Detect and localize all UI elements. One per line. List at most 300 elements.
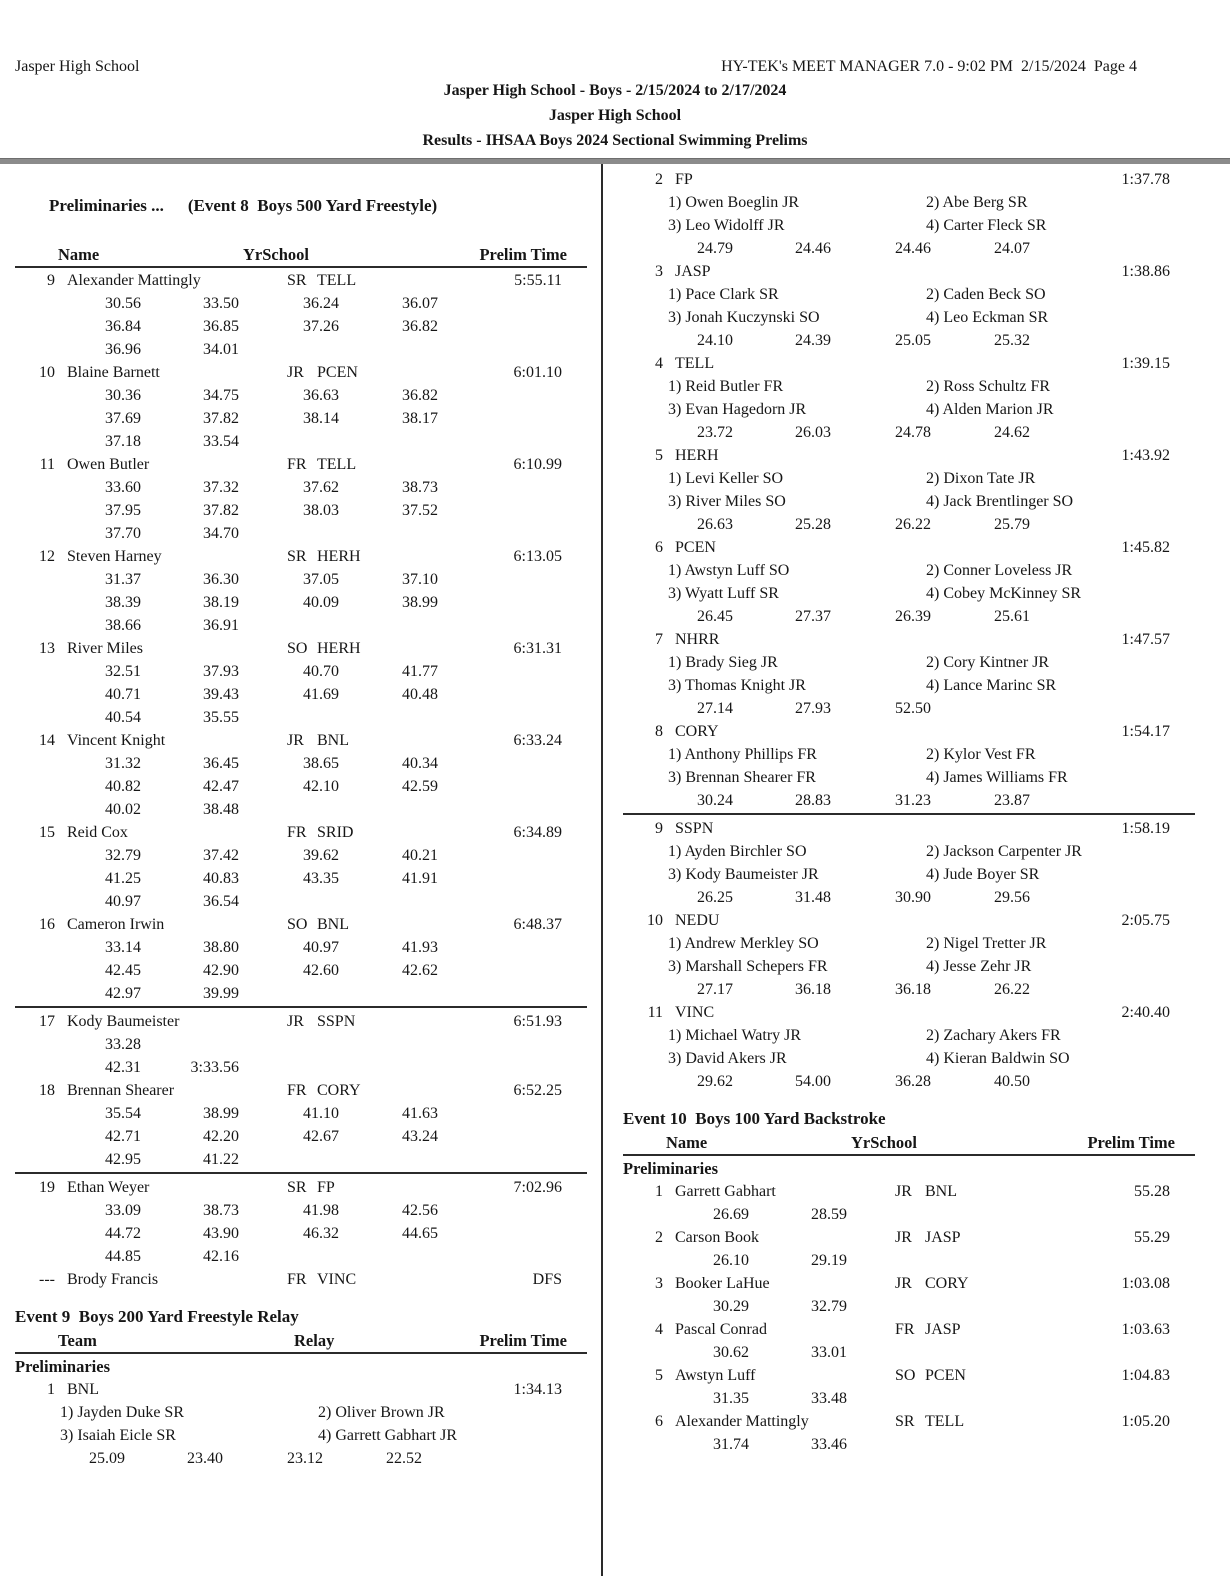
split-time: 37.82 — [203, 502, 239, 519]
result-row — [623, 1226, 1195, 1249]
team-code: PCEN — [675, 539, 716, 556]
splits-row — [15, 499, 587, 522]
rank: 17 — [39, 1013, 55, 1030]
splits-row — [15, 959, 587, 982]
split-time: 40.97 — [105, 893, 141, 910]
splits-row — [15, 292, 587, 315]
result-row — [623, 1364, 1195, 1387]
relay-swimmer: 1) Awstyn Luff SO — [668, 562, 790, 579]
splits-row — [15, 1245, 587, 1268]
split-time: 37.05 — [303, 571, 339, 588]
split-time: 43.24 — [402, 1128, 438, 1145]
split-time: 36.82 — [402, 387, 438, 404]
split-time: 33.14 — [105, 939, 141, 956]
split-time: 38.03 — [303, 502, 339, 519]
split-time: 44.85 — [105, 1248, 141, 1265]
prelim-time: 1:43.92 — [1121, 447, 1170, 464]
school-code: TELL — [925, 1413, 965, 1430]
relay-swimmer: 4) Kieran Baldwin SO — [926, 1050, 1070, 1067]
split-time: 37.93 — [203, 663, 239, 680]
relay-swimmer: 2) Conner Loveless JR — [926, 562, 1073, 579]
split-time: 26.69 — [713, 1206, 749, 1223]
split-time: 36.96 — [105, 341, 141, 358]
year: SO — [287, 640, 308, 657]
swimmer-name: Alexander Mattingly — [675, 1413, 809, 1430]
split-time: 30.90 — [895, 889, 931, 906]
rank: 13 — [39, 640, 55, 657]
split-time: 37.10 — [402, 571, 438, 588]
relay-swimmer: 2) Dixon Tate JR — [926, 470, 1036, 487]
school-code: JASP — [925, 1321, 961, 1338]
split-time: 24.46 — [895, 240, 931, 257]
team-code: VINC — [675, 1004, 715, 1021]
year: FR — [287, 1082, 307, 1099]
split-time: 40.02 — [105, 801, 141, 818]
prelim-time: 1:04.83 — [1121, 1367, 1170, 1384]
swimmer-name: Garrett Gabhart — [675, 1183, 776, 1200]
relay-swimmer: 2) Jackson Carpenter JR — [926, 843, 1082, 860]
prelim-time: 1:05.20 — [1121, 1413, 1170, 1430]
rank: 15 — [39, 824, 55, 841]
relay-swimmers-row — [623, 214, 1195, 237]
prelim-time: 55.29 — [1134, 1229, 1170, 1246]
year: SR — [287, 1179, 307, 1196]
split-time: 29.62 — [697, 1073, 733, 1090]
year: FR — [287, 824, 307, 841]
split-time: 41.10 — [303, 1105, 339, 1122]
splits-row — [15, 890, 587, 913]
relay-swimmers-row — [623, 191, 1195, 214]
split-time: 26.22 — [994, 981, 1030, 998]
split-time: 36.18 — [795, 981, 831, 998]
event9-results-left — [15, 1378, 587, 1470]
prelim-time: 55.28 — [1134, 1183, 1170, 1200]
splits-row — [623, 1295, 1195, 1318]
splits-row — [15, 338, 587, 361]
split-time: 33.01 — [811, 1344, 847, 1361]
relay-swimmer: 1) Reid Butler FR — [668, 378, 784, 395]
split-time: 44.72 — [105, 1225, 141, 1242]
year: SR — [895, 1413, 915, 1430]
relay-swimmer: 1) Pace Clark SR — [668, 286, 779, 303]
splits-row — [15, 476, 587, 499]
split-time: 38.65 — [303, 755, 339, 772]
relay-swimmers-row — [623, 559, 1195, 582]
splits-row — [15, 1056, 587, 1079]
event9-title: Event 9 Boys 200 Yard Freestyle Relay — [15, 1307, 299, 1326]
split-time: 25.61 — [994, 608, 1030, 625]
rank: 3 — [655, 1275, 663, 1292]
prelim-time: 6:10.99 — [513, 456, 562, 473]
relay-swimmer: 4) Alden Marion JR — [926, 401, 1054, 418]
split-time: 25.28 — [795, 516, 831, 533]
relay-swimmers-row — [623, 1047, 1195, 1070]
rank: 5 — [655, 1367, 663, 1384]
school-code: TELL — [317, 456, 357, 473]
split-time: 30.24 — [697, 792, 733, 809]
split-time: 42.60 — [303, 962, 339, 979]
school-code: BNL — [317, 732, 349, 749]
split-time: 43.35 — [303, 870, 339, 887]
event8-section-header — [15, 168, 587, 243]
relay-swimmer: 1) Brady Sieg JR — [668, 654, 778, 671]
splits-row — [15, 1447, 587, 1470]
team-code: TELL — [675, 355, 715, 372]
split-time: 36.45 — [203, 755, 239, 772]
relay-team-row — [623, 536, 1195, 559]
splits-row — [15, 568, 587, 591]
split-time: 33.50 — [203, 295, 239, 312]
split-time: 37.70 — [105, 525, 141, 542]
split-time: 37.69 — [105, 410, 141, 427]
year: JR — [287, 364, 304, 381]
split-time: 27.14 — [697, 700, 733, 717]
relay-swimmer: 3) Wyatt Luff SR — [668, 585, 779, 602]
rank: 11 — [647, 1004, 663, 1021]
year: FR — [287, 456, 307, 473]
relay-swimmers-row — [15, 1424, 587, 1447]
splits-row — [15, 982, 587, 1005]
split-time: 40.48 — [402, 686, 438, 703]
split-time: 33.09 — [105, 1202, 141, 1219]
result-row — [15, 637, 587, 660]
prelim-time: 2:05.75 — [1121, 912, 1170, 929]
school-code: SRID — [317, 824, 354, 841]
split-time: 42.47 — [203, 778, 239, 795]
split-time: 23.87 — [994, 792, 1030, 809]
splits-row — [15, 660, 587, 683]
prelim-time: 1:37.78 — [1121, 171, 1170, 188]
split-time: 32.79 — [105, 847, 141, 864]
rank: 1 — [47, 1381, 55, 1398]
split-time: 27.93 — [795, 700, 831, 717]
split-time: 38.48 — [203, 801, 239, 818]
split-time: 42.71 — [105, 1128, 141, 1145]
split-time: 31.35 — [713, 1390, 749, 1407]
results-title: Results - IHSAA Boys 2024 Sectional Swimming Prelims — [422, 132, 808, 149]
split-time: 37.62 — [303, 479, 339, 496]
split-time: 41.93 — [402, 939, 438, 956]
splits-row — [623, 886, 1195, 909]
split-time: 23.40 — [187, 1450, 223, 1467]
swimmer-name: Brennan Shearer — [67, 1082, 175, 1099]
relay-team-row — [623, 628, 1195, 651]
relay-swimmer: 3) Thomas Knight JR — [668, 677, 806, 694]
relay-swimmer: 4) Jack Brentlinger SO — [926, 493, 1074, 510]
prelim-time: 1:58.19 — [1121, 820, 1170, 837]
split-time: 41.63 — [402, 1105, 438, 1122]
relay-swimmer: 1) Michael Watry JR — [668, 1027, 802, 1044]
result-row — [15, 1079, 587, 1102]
split-time: 37.26 — [303, 318, 339, 335]
split-time: 26.63 — [697, 516, 733, 533]
split-time: 38.80 — [203, 939, 239, 956]
rank: 4 — [655, 1321, 663, 1338]
event10-results — [623, 1180, 1195, 1456]
event9-results-right — [623, 168, 1195, 1093]
relay-swimmers-row — [15, 1401, 587, 1424]
event9-table-header — [15, 1329, 587, 1354]
relay-swimmers-row — [623, 467, 1195, 490]
swimmer-name: Carson Book — [675, 1229, 759, 1246]
split-time: 38.66 — [105, 617, 141, 634]
school-code: TELL — [317, 272, 357, 289]
prelim-time: 1:03.63 — [1121, 1321, 1170, 1338]
relay-team-row — [623, 1001, 1195, 1024]
split-time: 42.56 — [402, 1202, 438, 1219]
split-time: 32.79 — [811, 1298, 847, 1315]
split-time: 38.39 — [105, 594, 141, 611]
split-time: 38.73 — [203, 1202, 239, 1219]
splits-row — [15, 706, 587, 729]
relay-swimmer: 3) Isaiah Eicle SR — [60, 1427, 176, 1444]
split-time: 41.91 — [402, 870, 438, 887]
splits-row — [15, 315, 587, 338]
event8-table-header — [15, 243, 587, 268]
event10-title: Event 10 Boys 100 Yard Backstroke — [623, 1109, 886, 1128]
prelim-time: 2:40.40 — [1121, 1004, 1170, 1021]
splits-row — [623, 421, 1195, 444]
team-code: CORY — [675, 723, 719, 740]
prelim-time: 6:34.89 — [513, 824, 562, 841]
prelim-time: 6:13.05 — [513, 548, 562, 565]
section-rule — [15, 1172, 587, 1174]
split-time: 37.42 — [203, 847, 239, 864]
split-time: 31.23 — [895, 792, 931, 809]
splits-row — [623, 1249, 1195, 1272]
rank: 2 — [655, 1229, 663, 1246]
split-time: 41.69 — [303, 686, 339, 703]
relay-swimmer: 4) James Williams FR — [926, 769, 1068, 786]
split-time: 26.03 — [795, 424, 831, 441]
relay-team-row — [623, 720, 1195, 743]
rank: 5 — [655, 447, 663, 464]
split-time: 22.52 — [386, 1450, 422, 1467]
relay-swimmer: 4) Carter Fleck SR — [926, 217, 1047, 234]
relay-swimmer: 2) Abe Berg SR — [926, 194, 1028, 211]
splits-row — [15, 867, 587, 890]
relay-swimmer: 4) Leo Eckman SR — [926, 309, 1049, 326]
year: JR — [287, 732, 304, 749]
splits-row — [15, 384, 587, 407]
split-time: 40.09 — [303, 594, 339, 611]
relay-swimmers-row — [623, 375, 1195, 398]
swimmer-name: Ethan Weyer — [67, 1179, 150, 1196]
relay-swimmer: 1) Anthony Phillips FR — [668, 746, 817, 763]
split-time: 42.16 — [203, 1248, 239, 1265]
rank: 2 — [655, 171, 663, 188]
rank: 10 — [39, 364, 55, 381]
team-code: SSPN — [675, 820, 714, 837]
split-time: 23.72 — [697, 424, 733, 441]
school-code: BNL — [317, 916, 349, 933]
relay-swimmer: 2) Zachary Akers FR — [926, 1027, 1061, 1044]
relay-swimmers-row — [623, 490, 1195, 513]
rank: 12 — [39, 548, 55, 565]
split-time: 35.55 — [203, 709, 239, 726]
prelims-continued-label: Preliminaries ... — [49, 196, 164, 215]
relay-swimmer: 4) Jude Boyer SR — [926, 866, 1040, 883]
relay-swimmer: 3) Marshall Schepers FR — [668, 958, 828, 975]
split-time: 34.75 — [203, 387, 239, 404]
split-time: 24.78 — [895, 424, 931, 441]
relay-swimmer: 3) Leo Widolff JR — [668, 217, 785, 234]
rank: 8 — [655, 723, 663, 740]
team-code: FP — [675, 171, 693, 188]
splits-row — [15, 1199, 587, 1222]
relay-swimmers-row — [623, 283, 1195, 306]
col-yrschool: YrSchool — [851, 1133, 917, 1152]
rank: 18 — [39, 1082, 55, 1099]
split-time: 27.37 — [795, 608, 831, 625]
relay-team-row — [15, 1378, 587, 1401]
relay-swimmer: 2) Ross Schultz FR — [926, 378, 1051, 395]
split-time: 30.36 — [105, 387, 141, 404]
split-time: 42.67 — [303, 1128, 339, 1145]
splits-row — [15, 844, 587, 867]
split-time: 36.54 — [203, 893, 239, 910]
meet-manager-info: HY-TEK's MEET MANAGER 7.0 - 9:02 PM 2/15/2024 Page 4 — [721, 58, 1137, 75]
prelim-time: 1:03.08 — [1121, 1275, 1170, 1292]
split-time: 37.52 — [402, 502, 438, 519]
split-time: 31.74 — [713, 1436, 749, 1453]
col-name: Name — [666, 1133, 708, 1152]
splits-row — [15, 683, 587, 706]
split-time: 41.25 — [105, 870, 141, 887]
split-time: 41.77 — [402, 663, 438, 680]
split-time: 33.54 — [203, 433, 239, 450]
splits-row — [15, 752, 587, 775]
relay-swimmer: 3) Jonah Kuczynski SO — [668, 309, 820, 326]
split-time: 26.10 — [713, 1252, 749, 1269]
split-time: 39.62 — [303, 847, 339, 864]
splits-row — [623, 697, 1195, 720]
relay-swimmers-row — [623, 766, 1195, 789]
split-time: 34.70 — [203, 525, 239, 542]
split-time: 36.07 — [402, 295, 438, 312]
result-row — [15, 361, 587, 384]
swimmer-name: Owen Butler — [67, 456, 150, 473]
prelim-time: 1:47.57 — [1121, 631, 1170, 648]
splits-row — [15, 1222, 587, 1245]
split-time: 25.79 — [994, 516, 1030, 533]
split-time: 39.43 — [203, 686, 239, 703]
result-row — [623, 1272, 1195, 1295]
split-time: 42.59 — [402, 778, 438, 795]
prelim-time: 6:01.10 — [513, 364, 562, 381]
split-time: 31.32 — [105, 755, 141, 772]
split-time: 3:33.56 — [190, 1059, 239, 1076]
swimmer-name: Brody Francis — [67, 1271, 159, 1288]
rank: 14 — [39, 732, 55, 749]
left-column — [15, 168, 587, 1470]
meet-location: Jasper High School — [548, 107, 682, 124]
splits-row — [15, 1125, 587, 1148]
split-time: 38.99 — [203, 1105, 239, 1122]
swimmer-name: Vincent Knight — [67, 732, 166, 749]
splits-row — [15, 1033, 587, 1056]
splits-row — [623, 513, 1195, 536]
split-time: 25.09 — [89, 1450, 125, 1467]
prelim-time: 6:48.37 — [513, 916, 562, 933]
team-code: NEDU — [675, 912, 720, 929]
col-relay: Relay — [294, 1331, 335, 1350]
split-time: 42.95 — [105, 1151, 141, 1168]
split-time: 35.54 — [105, 1105, 141, 1122]
relay-swimmers-row — [623, 1024, 1195, 1047]
split-time: 33.46 — [811, 1436, 847, 1453]
splits-row — [15, 522, 587, 545]
year: SO — [287, 916, 308, 933]
school-code: SSPN — [317, 1013, 356, 1030]
split-time: 26.39 — [895, 608, 931, 625]
split-time: 26.45 — [697, 608, 733, 625]
splits-row — [15, 430, 587, 453]
splits-row — [623, 978, 1195, 1001]
rank: 6 — [655, 539, 663, 556]
relay-swimmer: 2) Oliver Brown JR — [318, 1404, 445, 1421]
splits-row — [623, 1070, 1195, 1093]
col-team: Team — [58, 1331, 97, 1350]
school-code: PCEN — [925, 1367, 966, 1384]
relay-swimmer: 4) Jesse Zehr JR — [926, 958, 1032, 975]
relay-swimmers-row — [623, 743, 1195, 766]
relay-swimmer: 1) Ayden Birchler SO — [668, 843, 807, 860]
relay-team-row — [623, 444, 1195, 467]
split-time: 24.39 — [795, 332, 831, 349]
year: JR — [895, 1229, 912, 1246]
splits-row — [623, 237, 1195, 260]
swimmer-name: Kody Baumeister — [67, 1013, 180, 1030]
split-time: 42.31 — [105, 1059, 141, 1076]
split-time: 36.28 — [895, 1073, 931, 1090]
split-time: 42.20 — [203, 1128, 239, 1145]
rank: 6 — [655, 1413, 663, 1430]
relay-team-row — [623, 817, 1195, 840]
school-code: VINC — [317, 1271, 357, 1288]
prelim-time: 6:52.25 — [513, 1082, 562, 1099]
relay-swimmer: 2) Caden Beck SO — [926, 286, 1046, 303]
result-row — [15, 821, 587, 844]
split-time: 36.85 — [203, 318, 239, 335]
split-time: 24.07 — [994, 240, 1030, 257]
split-time: 43.90 — [203, 1225, 239, 1242]
team-code: HERH — [675, 447, 719, 464]
split-time: 38.73 — [402, 479, 438, 496]
split-time: 37.95 — [105, 502, 141, 519]
result-row — [15, 545, 587, 568]
column-divider — [601, 164, 603, 1576]
split-time: 23.12 — [287, 1450, 323, 1467]
splits-row — [15, 614, 587, 637]
relay-swimmers-row — [623, 840, 1195, 863]
school-code: PCEN — [317, 364, 358, 381]
relay-swimmers-row — [623, 398, 1195, 421]
result-row — [623, 1180, 1195, 1203]
split-time: 36.18 — [895, 981, 931, 998]
school-code: FP — [317, 1179, 335, 1196]
col-prelim-time: Prelim Time — [479, 1331, 567, 1350]
relay-team-row — [623, 909, 1195, 932]
col-yrschool: YrSchool — [243, 245, 309, 264]
split-time: 41.22 — [203, 1151, 239, 1168]
split-time: 24.46 — [795, 240, 831, 257]
split-time: 42.45 — [105, 962, 141, 979]
split-time: 37.32 — [203, 479, 239, 496]
split-time: 30.29 — [713, 1298, 749, 1315]
relay-team-row — [623, 352, 1195, 375]
split-time: 32.51 — [105, 663, 141, 680]
